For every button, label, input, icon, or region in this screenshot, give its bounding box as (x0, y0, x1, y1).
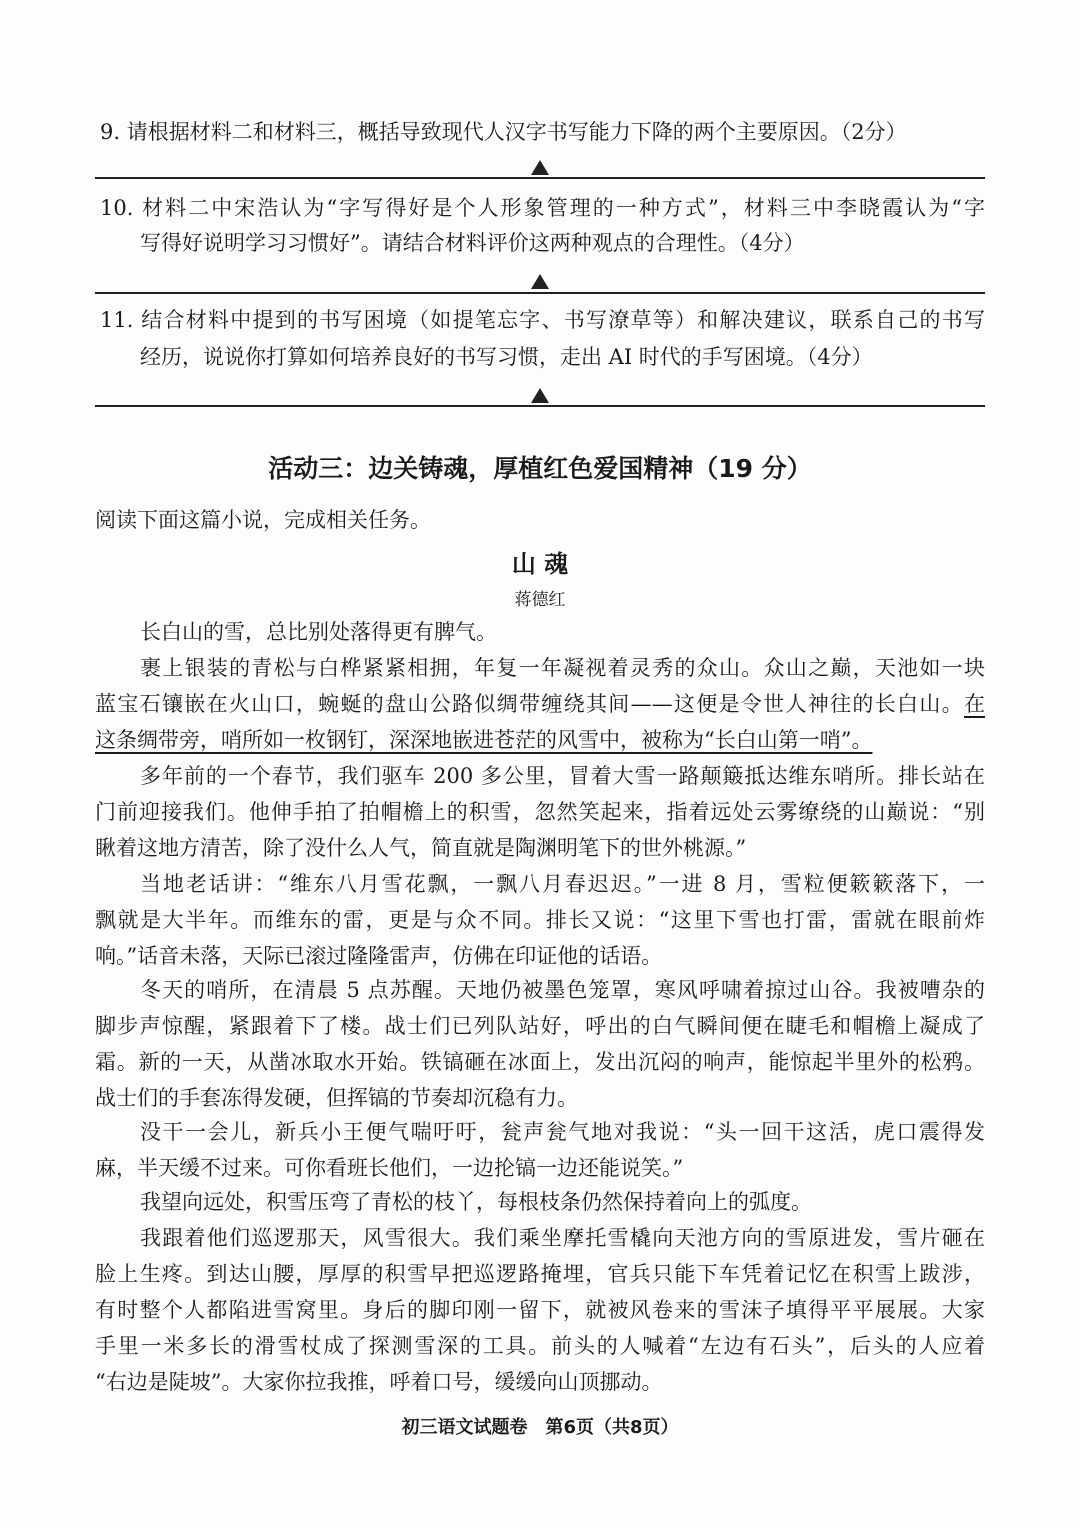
story-line: 脚步声惊醒，紧跟着下了楼。战士们已列队站好，呼出的白气瞬间便在睫毛和帽檐上凝成了 (95, 1014, 985, 1038)
story-line: 门前迎接我们。他伸手拍了拍帽檐上的积雪，忽然笑起来，指着远处云雾缭绕的山巅说：“别 (95, 800, 985, 824)
story-author: 蒋德红 (514, 590, 566, 610)
story-line-text: 蓝宝石镶嵌在火山口，蜿蜒的盘山公路似绸带缠绕其间——这便是令世人神往的长白山。 (95, 692, 964, 716)
story-title: 山 魂 (511, 549, 569, 578)
story-line: 冬天的哨所，在清晨 5 点苏醒。天地仍被墨色笼罩，寒风呼啸着掠过山谷。我被嘈杂的 (140, 978, 985, 1002)
story-line: 脸上生疼。到达山腰，厚厚的积雪早把巡逻路掩埋，官兵只能下车凭着记忆在积雪上跋涉， (95, 1262, 985, 1286)
story-line: 裹上银装的青松与白桦紧紧相拥，年复一年凝视着灵秀的众山。众山之巅，天池如一块 (140, 656, 985, 680)
story-line: 有时整个人都陷进雪窝里。身后的脚印刚一留下，就被风卷来的雪沫子填得平平展展。大家 (95, 1298, 985, 1322)
instruction: 阅读下面这篇小说，完成相关任务。 (95, 508, 431, 532)
story-line: 我望向远处，积雪压弯了青松的枝丫，每根枝条仍然保持着向上的弧度。 (140, 1190, 812, 1214)
question-11-line-2: 经历，说说你打算如何培养良好的书写习惯，走出 AI 时代的手写困境。（4分） (140, 345, 873, 369)
story-line: 长白山的雪，总比别处落得更有脾气。 (140, 620, 497, 644)
answer-marker-icon (531, 160, 549, 175)
answer-marker-icon (531, 274, 549, 289)
story-line: 麻，半天缓不过来。可你看班长他们，一边抡镐一边还能说笑。” (95, 1156, 684, 1180)
story-line (95, 690, 985, 718)
underlined-text: 在 (964, 692, 985, 716)
question-10-line-2: 写得好说明学习习惯好”。请结合材料评价这两种观点的合理性。（4分） (140, 231, 805, 255)
page-footer: 初三语文试题卷 第6页（共8页） (401, 1417, 679, 1438)
story-line: 我跟着他们巡逻那天，风雪很大。我们乘坐摩托雪橇向天池方向的雪原进发，雪片砸在 (140, 1226, 985, 1250)
story-line: 没干一会儿，新兵小王便气喘吁吁，瓮声瓮气地对我说：“头一回干这活，虎口震得发 (140, 1120, 985, 1144)
story-line: 这条绸带旁，哨所如一枚钢钉，深深地嵌进苍茫的风雪中，被称为“长白山第一哨”。 (95, 728, 873, 752)
answer-line (95, 405, 985, 407)
story-line: 响。”话音未落，天际已滚过隆隆雷声，仿佛在印证他的话语。 (95, 944, 663, 968)
question-10-line-1: 10. 材料二中宋浩认为“字写得好是个人形象管理的一种方式”，材料三中李晓霞认为“字 (100, 196, 985, 220)
story-line: 多年前的一个春节，我们驱车 200 多公里，冒着大雪一路颠簸抵达维东哨所。排长站在 (140, 764, 985, 788)
answer-line (95, 177, 985, 179)
story-line: 手里一米多长的滑雪杖成了探测雪深的工具。前头的人喊着“左边有石头”，后头的人应着 (95, 1334, 985, 1358)
story-line: 霜。新的一天，从凿冰取水开始。铁镐砸在冰面上，发出沉闷的响声，能惊起半里外的松鸦。 (95, 1050, 985, 1074)
answer-line (95, 292, 985, 294)
story-line: 飘就是大半年。而维东的雷，更是与众不同。排长又说：“这里下雪也打雷，雷就在眼前炸 (95, 908, 985, 932)
story-line: 当地老话讲：“维东八月雪花飘，一飘八月春迟迟。”一进 8 月，雪粒便簌簌落下，一 (140, 872, 985, 896)
section-heading: 活动三：边关铸魂，厚植红色爱国精神（19 分） (268, 454, 812, 483)
story-line: 战士们的手套冻得发硬，但挥镐的节奏却沉稳有力。 (95, 1086, 578, 1110)
story-line: “右边是陡坡”。大家你拉我推，呼着口号，缓缓向山顶挪动。 (95, 1370, 663, 1394)
answer-marker-icon (531, 388, 549, 403)
question-11-line-1: 11. 结合材料中提到的书写困境（如提笔忘字、书写潦草等）和解决建议，联系自己的书写 (100, 308, 985, 332)
question-9: 9. 请根据材料二和材料三，概括导致现代人汉字书写能力下降的两个主要原因。（2分） (100, 120, 907, 144)
story-line: 瞅着这地方清苦，除了没什么人气，简直就是陶渊明笔下的世外桃源。” (95, 836, 747, 860)
